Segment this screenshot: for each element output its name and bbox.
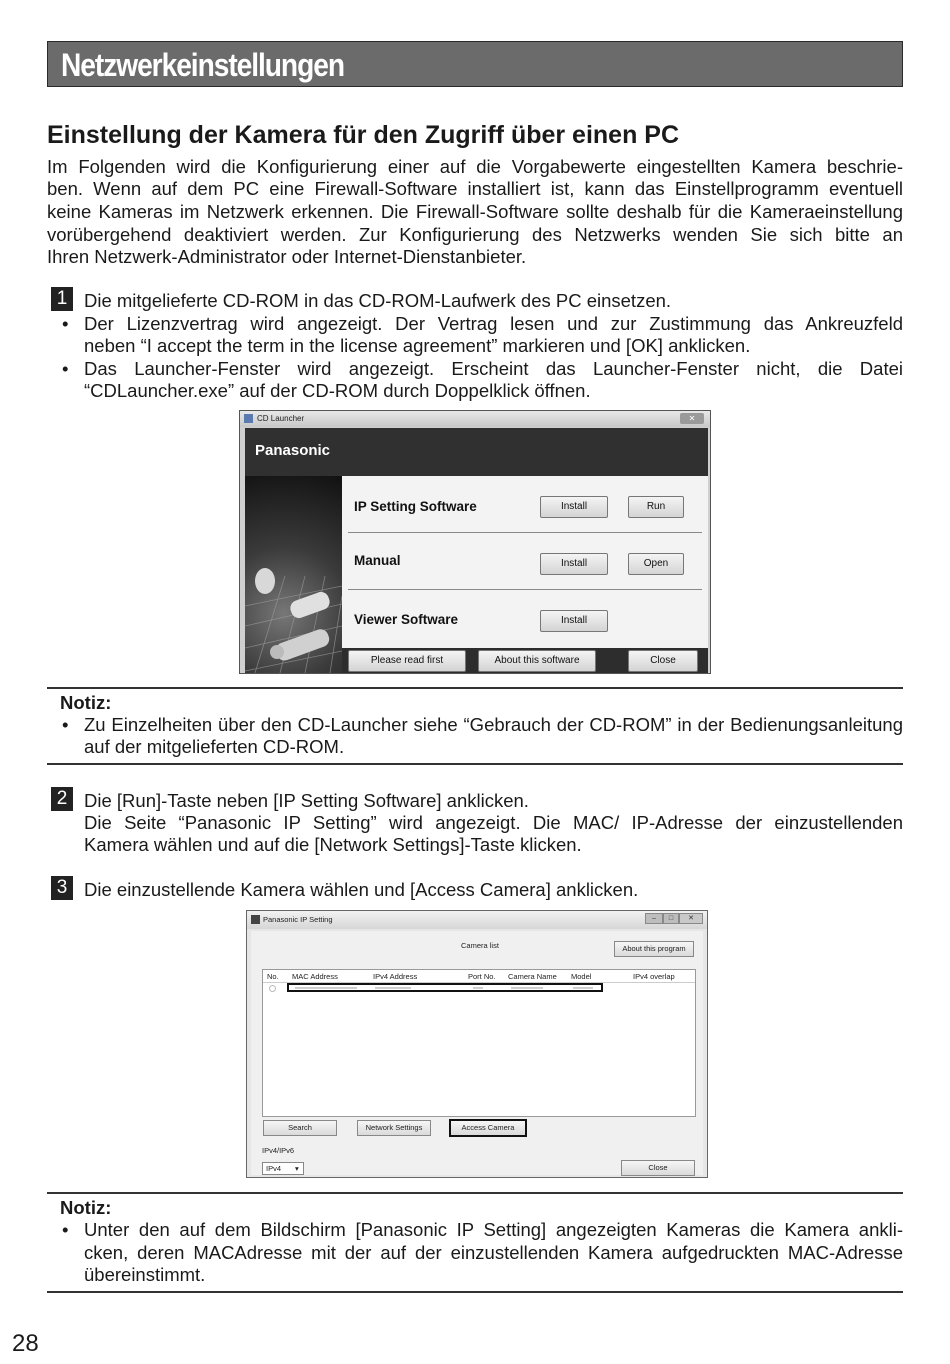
row-radio-icon[interactable] bbox=[269, 985, 276, 992]
network-settings-button[interactable]: Network Settings bbox=[357, 1120, 431, 1136]
camera-illustration-icon bbox=[245, 476, 342, 673]
column-header-port-no[interactable]: Port No. bbox=[468, 972, 496, 981]
step-1-text: Die mitgelieferte CD-ROM in das CD-ROM-Laufwerk des PC einsetzen. bbox=[84, 290, 672, 311]
ip-setting-title-bar bbox=[247, 911, 707, 929]
step-1-bullet-2-line-1: Das Launcher-Fenster wird angezeigt. Erscheint das Launcher-Fenster nicht, die Datei bbox=[84, 358, 903, 379]
column-header-camera-name[interactable]: Camera Name bbox=[508, 972, 557, 981]
intro-line-3: keine Kameras im Netzwerk erkennen. Die Firewall-Software sollte deshalb für die Kameraeinstellung bbox=[47, 201, 903, 222]
step-number-3: 3 bbox=[51, 876, 73, 900]
launcher-options-panel bbox=[342, 476, 708, 648]
step-2-line-2: Die Seite “Panasonic IP Setting” wird angezeigt. Die MAC/ IP-Adresse der einzustellenden bbox=[84, 812, 903, 833]
divider bbox=[348, 589, 702, 590]
ip-setting-close-button[interactable]: Close bbox=[621, 1160, 695, 1176]
install-manual-button[interactable]: Install bbox=[540, 553, 608, 575]
about-this-program-button[interactable]: About this program bbox=[614, 941, 694, 957]
search-button[interactable]: Search bbox=[263, 1120, 337, 1136]
blurred-model bbox=[573, 987, 593, 989]
note-top-rule bbox=[47, 1192, 903, 1194]
run-ip-setting-button[interactable]: Run bbox=[628, 496, 684, 518]
column-header-no[interactable]: No. bbox=[267, 972, 279, 981]
maximize-icon[interactable]: □ bbox=[663, 913, 679, 924]
step-1-bullet-2-line-2: “CDLauncher.exe” auf der CD-ROM durch Doppelklick öffnen. bbox=[84, 380, 591, 401]
step-number-1: 1 bbox=[51, 287, 73, 311]
launcher-footer bbox=[342, 648, 708, 673]
panasonic-logo: Panasonic bbox=[255, 442, 331, 459]
open-manual-button[interactable]: Open bbox=[628, 553, 684, 575]
step-3-text: Die einzustellende Kamera wählen und [Access Camera] anklicken. bbox=[84, 879, 639, 900]
column-header-model[interactable]: Model bbox=[571, 972, 592, 981]
note-2-line-3: übereinstimmt. bbox=[84, 1264, 206, 1285]
divider bbox=[348, 532, 702, 533]
ip-setting-body bbox=[251, 931, 703, 1175]
ipv-label: IPv4/IPv6 bbox=[262, 1146, 295, 1155]
ip-setting-software-label: IP Setting Software bbox=[354, 499, 477, 514]
blurred-port bbox=[473, 987, 483, 989]
app-icon bbox=[244, 414, 253, 423]
blurred-camera-name bbox=[511, 987, 543, 989]
note-2-line-1: Unter den auf dem Bildschirm [Panasonic IP Setting] angezeigten Kameras die Kamera ankli- bbox=[84, 1219, 903, 1240]
camera-list[interactable] bbox=[262, 969, 696, 1117]
ipv-select-value: IPv4 bbox=[266, 1164, 282, 1173]
intro-line-1: Im Folgenden wird die Konfigurierung einer auf die Vorgabewerte eingestellten Kamera beschrie- bbox=[47, 156, 903, 177]
launcher-header bbox=[245, 428, 708, 476]
install-viewer-button[interactable]: Install bbox=[540, 610, 608, 632]
launcher-title-bar bbox=[240, 411, 710, 427]
viewer-software-label: Viewer Software bbox=[354, 612, 459, 627]
step-number-2: 2 bbox=[51, 787, 73, 811]
manual-label: Manual bbox=[354, 553, 401, 568]
camera-list-label: Camera list bbox=[461, 941, 499, 950]
intro-line-4: vorübergehend deaktiviert werden. Zur Konfigurierung des Netzwerks wenden Sie sich bitte an bbox=[47, 224, 903, 245]
column-header-ipv4-address[interactable]: IPv4 Address bbox=[373, 972, 418, 981]
app-icon bbox=[251, 915, 260, 924]
ipv-select[interactable] bbox=[262, 1162, 304, 1175]
page-number: 28 bbox=[12, 1330, 39, 1357]
chevron-down-icon: ▾ bbox=[295, 1164, 299, 1173]
step-1-bullet-1-line-2: neben “I accept the term in the license agreement” markieren und [OK] anklicken. bbox=[84, 335, 751, 356]
cd-launcher-screenshot bbox=[239, 410, 711, 674]
note-bottom-rule bbox=[47, 1291, 903, 1293]
bullet-symbol: • bbox=[62, 1219, 69, 1240]
launcher-close-button[interactable]: Close bbox=[628, 650, 698, 672]
launcher-window-title: CD Launcher bbox=[257, 414, 305, 423]
please-read-first-button[interactable]: Please read first bbox=[348, 650, 466, 672]
close-icon[interactable]: ✕ bbox=[680, 413, 704, 424]
note-2-line-2: cken, deren MACAdresse mit der auf der einzustellenden Kamera aufgedruckten MAC-Adresse bbox=[84, 1242, 903, 1263]
bullet-symbol: • bbox=[62, 358, 69, 379]
column-header-mac-address[interactable]: MAC Address bbox=[292, 972, 338, 981]
note-1-line-2: auf der mitgelieferten CD-ROM. bbox=[84, 736, 345, 757]
bullet-symbol: • bbox=[62, 714, 69, 735]
chapter-banner bbox=[47, 41, 903, 87]
access-camera-button[interactable]: Access Camera bbox=[449, 1119, 527, 1137]
ip-setting-screenshot bbox=[246, 910, 708, 1178]
camera-artwork bbox=[245, 476, 342, 673]
blurred-ip-address bbox=[375, 987, 411, 989]
step-2-line-1: Die [Run]-Taste neben [IP Setting Software] anklicken. bbox=[84, 790, 529, 811]
column-header-ipv4-overlap[interactable]: IPv4 overlap bbox=[633, 972, 675, 981]
bullet-symbol: • bbox=[62, 313, 69, 334]
close-icon[interactable]: ✕ bbox=[679, 913, 703, 924]
blurred-mac-address bbox=[295, 987, 357, 989]
about-this-software-button[interactable]: About this software bbox=[478, 650, 596, 672]
note-1-line-1: Zu Einzelheiten über den CD-Launcher siehe “Gebrauch der CD-ROM” in der Bedienungsanleitung bbox=[84, 714, 903, 735]
step-1-bullet-1-line-1: Der Lizenzvertrag wird angezeigt. Der Vertrag lesen und zur Zustimmung das Ankreuzfeld bbox=[84, 313, 903, 334]
note-1-title: Notiz: bbox=[60, 692, 112, 713]
note-bottom-rule bbox=[47, 763, 903, 765]
step-2-line-3: Kamera wählen und auf die [Network Settings]-Taste klicken. bbox=[84, 834, 582, 855]
note-top-rule bbox=[47, 687, 903, 689]
minimize-icon[interactable]: – bbox=[645, 913, 663, 924]
intro-line-5: Ihren Netzwerk-Administrator oder Internet-Dienstanbieter. bbox=[47, 246, 527, 267]
intro-line-2: ben. Wenn auf dem PC eine Firewall-Software installiert ist, kann das Einstellprogramm eventuell bbox=[47, 178, 903, 199]
chapter-title: Netzwerkeinstellungen bbox=[61, 47, 344, 83]
section-heading: Einstellung der Kamera für den Zugriff über einen PC bbox=[47, 121, 680, 149]
ip-setting-window-title: Panasonic IP Setting bbox=[263, 915, 333, 924]
selected-camera-row[interactable] bbox=[287, 983, 603, 992]
install-ip-setting-button[interactable]: Install bbox=[540, 496, 608, 518]
note-2-title: Notiz: bbox=[60, 1197, 112, 1218]
